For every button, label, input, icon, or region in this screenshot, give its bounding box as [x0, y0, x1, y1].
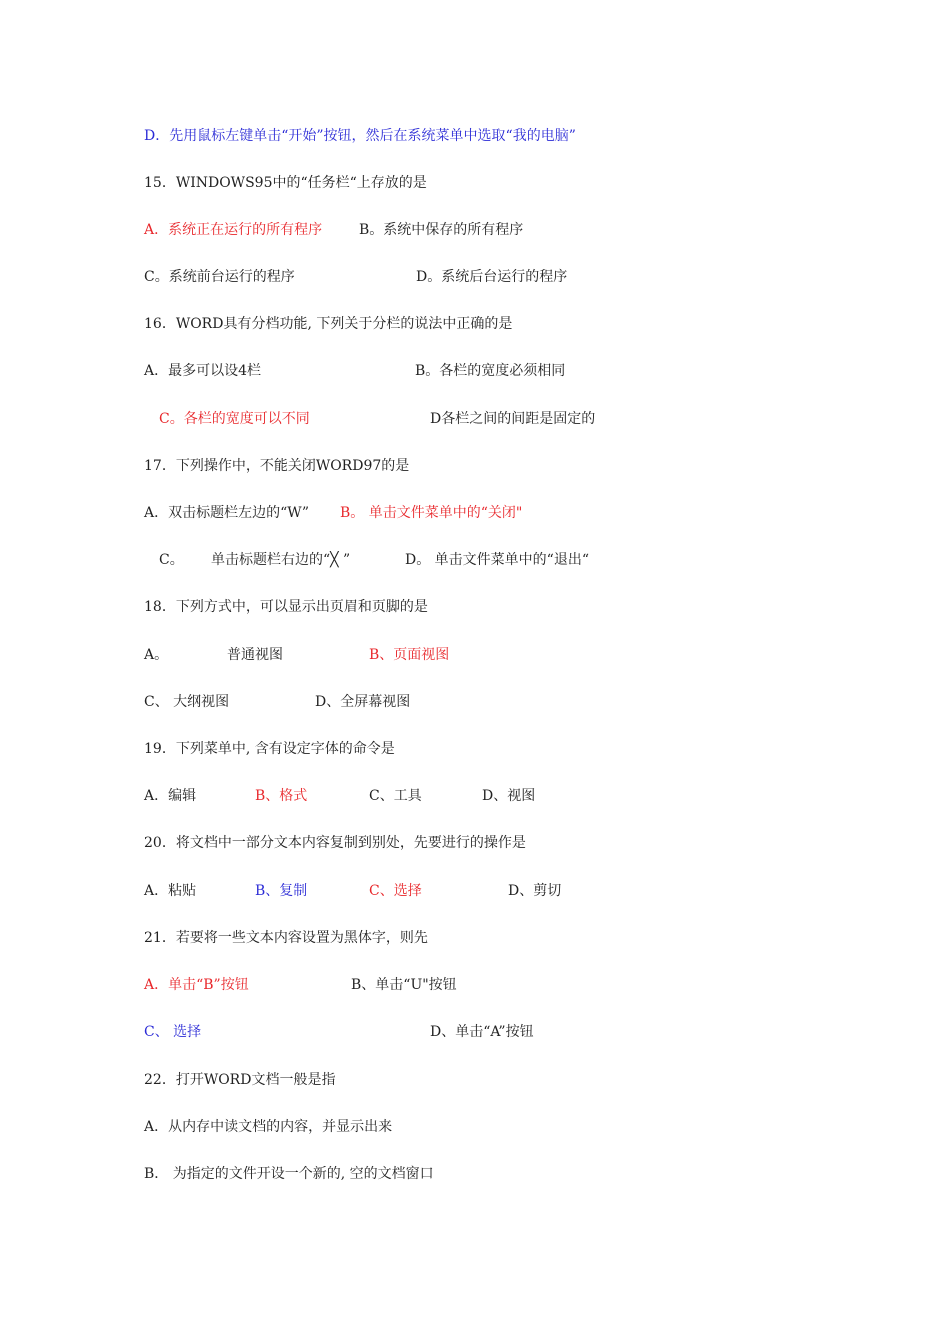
- q16-question: 16．WORD具有分档功能, 下列关于分栏的说法中正确的是: [144, 316, 513, 332]
- q14-option-d: D．先用鼠标左键单击“开始”按钮，然后在系统菜单中选取“我的电脑”: [144, 128, 576, 144]
- q17-question: 17．下列操作中，不能关闭WORD97的是: [144, 458, 410, 474]
- q16-option-c: C。各栏的宽度可以不同: [159, 411, 310, 427]
- q18-option-a-text: 普通视图: [227, 647, 283, 663]
- q16-option-d: D各栏之间的间距是固定的: [430, 411, 596, 427]
- q17-option-c-text: 单击标题栏右边的“╳ ”: [211, 552, 351, 568]
- q17-option-a: A．双击标题栏左边的“W”: [144, 505, 310, 521]
- q20-option-c: C、选择: [369, 883, 422, 899]
- q21-option-b: B、单击“U"按钮: [351, 977, 457, 993]
- q19-option-b: B、格式: [255, 788, 308, 804]
- q19-question: 19．下列菜单中, 含有设定字体的命令是: [144, 741, 395, 757]
- q16-option-a: A．最多可以设4栏: [144, 363, 262, 379]
- q17-option-c-letter: C。: [159, 552, 184, 568]
- q17-option-b: B。 单击文件菜单中的“关闭": [340, 505, 523, 521]
- q15-option-d: D。系统后台运行的程序: [416, 269, 568, 285]
- q15-option-c: C。系统前台运行的程序: [144, 269, 295, 285]
- q18-option-c: C、 大纲视图: [144, 694, 230, 710]
- q22-option-b: B． 为指定的文件开设一个新的, 空的文档窗口: [144, 1166, 434, 1182]
- q20-option-d: D、剪切: [508, 883, 562, 899]
- q22-option-a: A．从内存中读文档的内容，并显示出来: [144, 1119, 393, 1135]
- q15-option-a: A．系统正在运行的所有程序: [144, 222, 323, 238]
- q15-question: 15．WINDOWS95中的“任务栏“上存放的是: [144, 175, 427, 191]
- q16-option-b: B。各栏的宽度必须相同: [415, 363, 566, 379]
- q20-option-a: A．粘贴: [144, 883, 197, 899]
- q17-option-d: D。 单击文件菜单中的“退出“: [405, 552, 589, 568]
- q20-option-b: B、复制: [255, 883, 308, 899]
- q21-option-a: A．单击“B”按钮: [144, 977, 249, 993]
- q21-question: 21．若要将一些文本内容设置为黑体字，则先: [144, 930, 428, 946]
- q22-question: 22．打开WORD文档一般是指: [144, 1072, 336, 1088]
- q21-option-c: C、 选择: [144, 1024, 202, 1040]
- q15-option-b: B。系统中保存的所有程序: [359, 222, 524, 238]
- q21-option-d: D、单击“A”按钮: [430, 1024, 534, 1040]
- q18-option-d: D、全屏幕视图: [315, 694, 411, 710]
- q18-question: 18．下列方式中，可以显示出页眉和页脚的是: [144, 599, 428, 615]
- q19-option-c: C、工具: [369, 788, 422, 804]
- q18-option-b: B、页面视图: [369, 647, 450, 663]
- q19-option-a: A．编辑: [144, 788, 197, 804]
- q18-option-a-letter: A。: [144, 647, 169, 663]
- q19-option-d: D、视图: [482, 788, 536, 804]
- q20-question: 20．将文档中一部分文本内容复制到别处，先要进行的操作是: [144, 835, 526, 851]
